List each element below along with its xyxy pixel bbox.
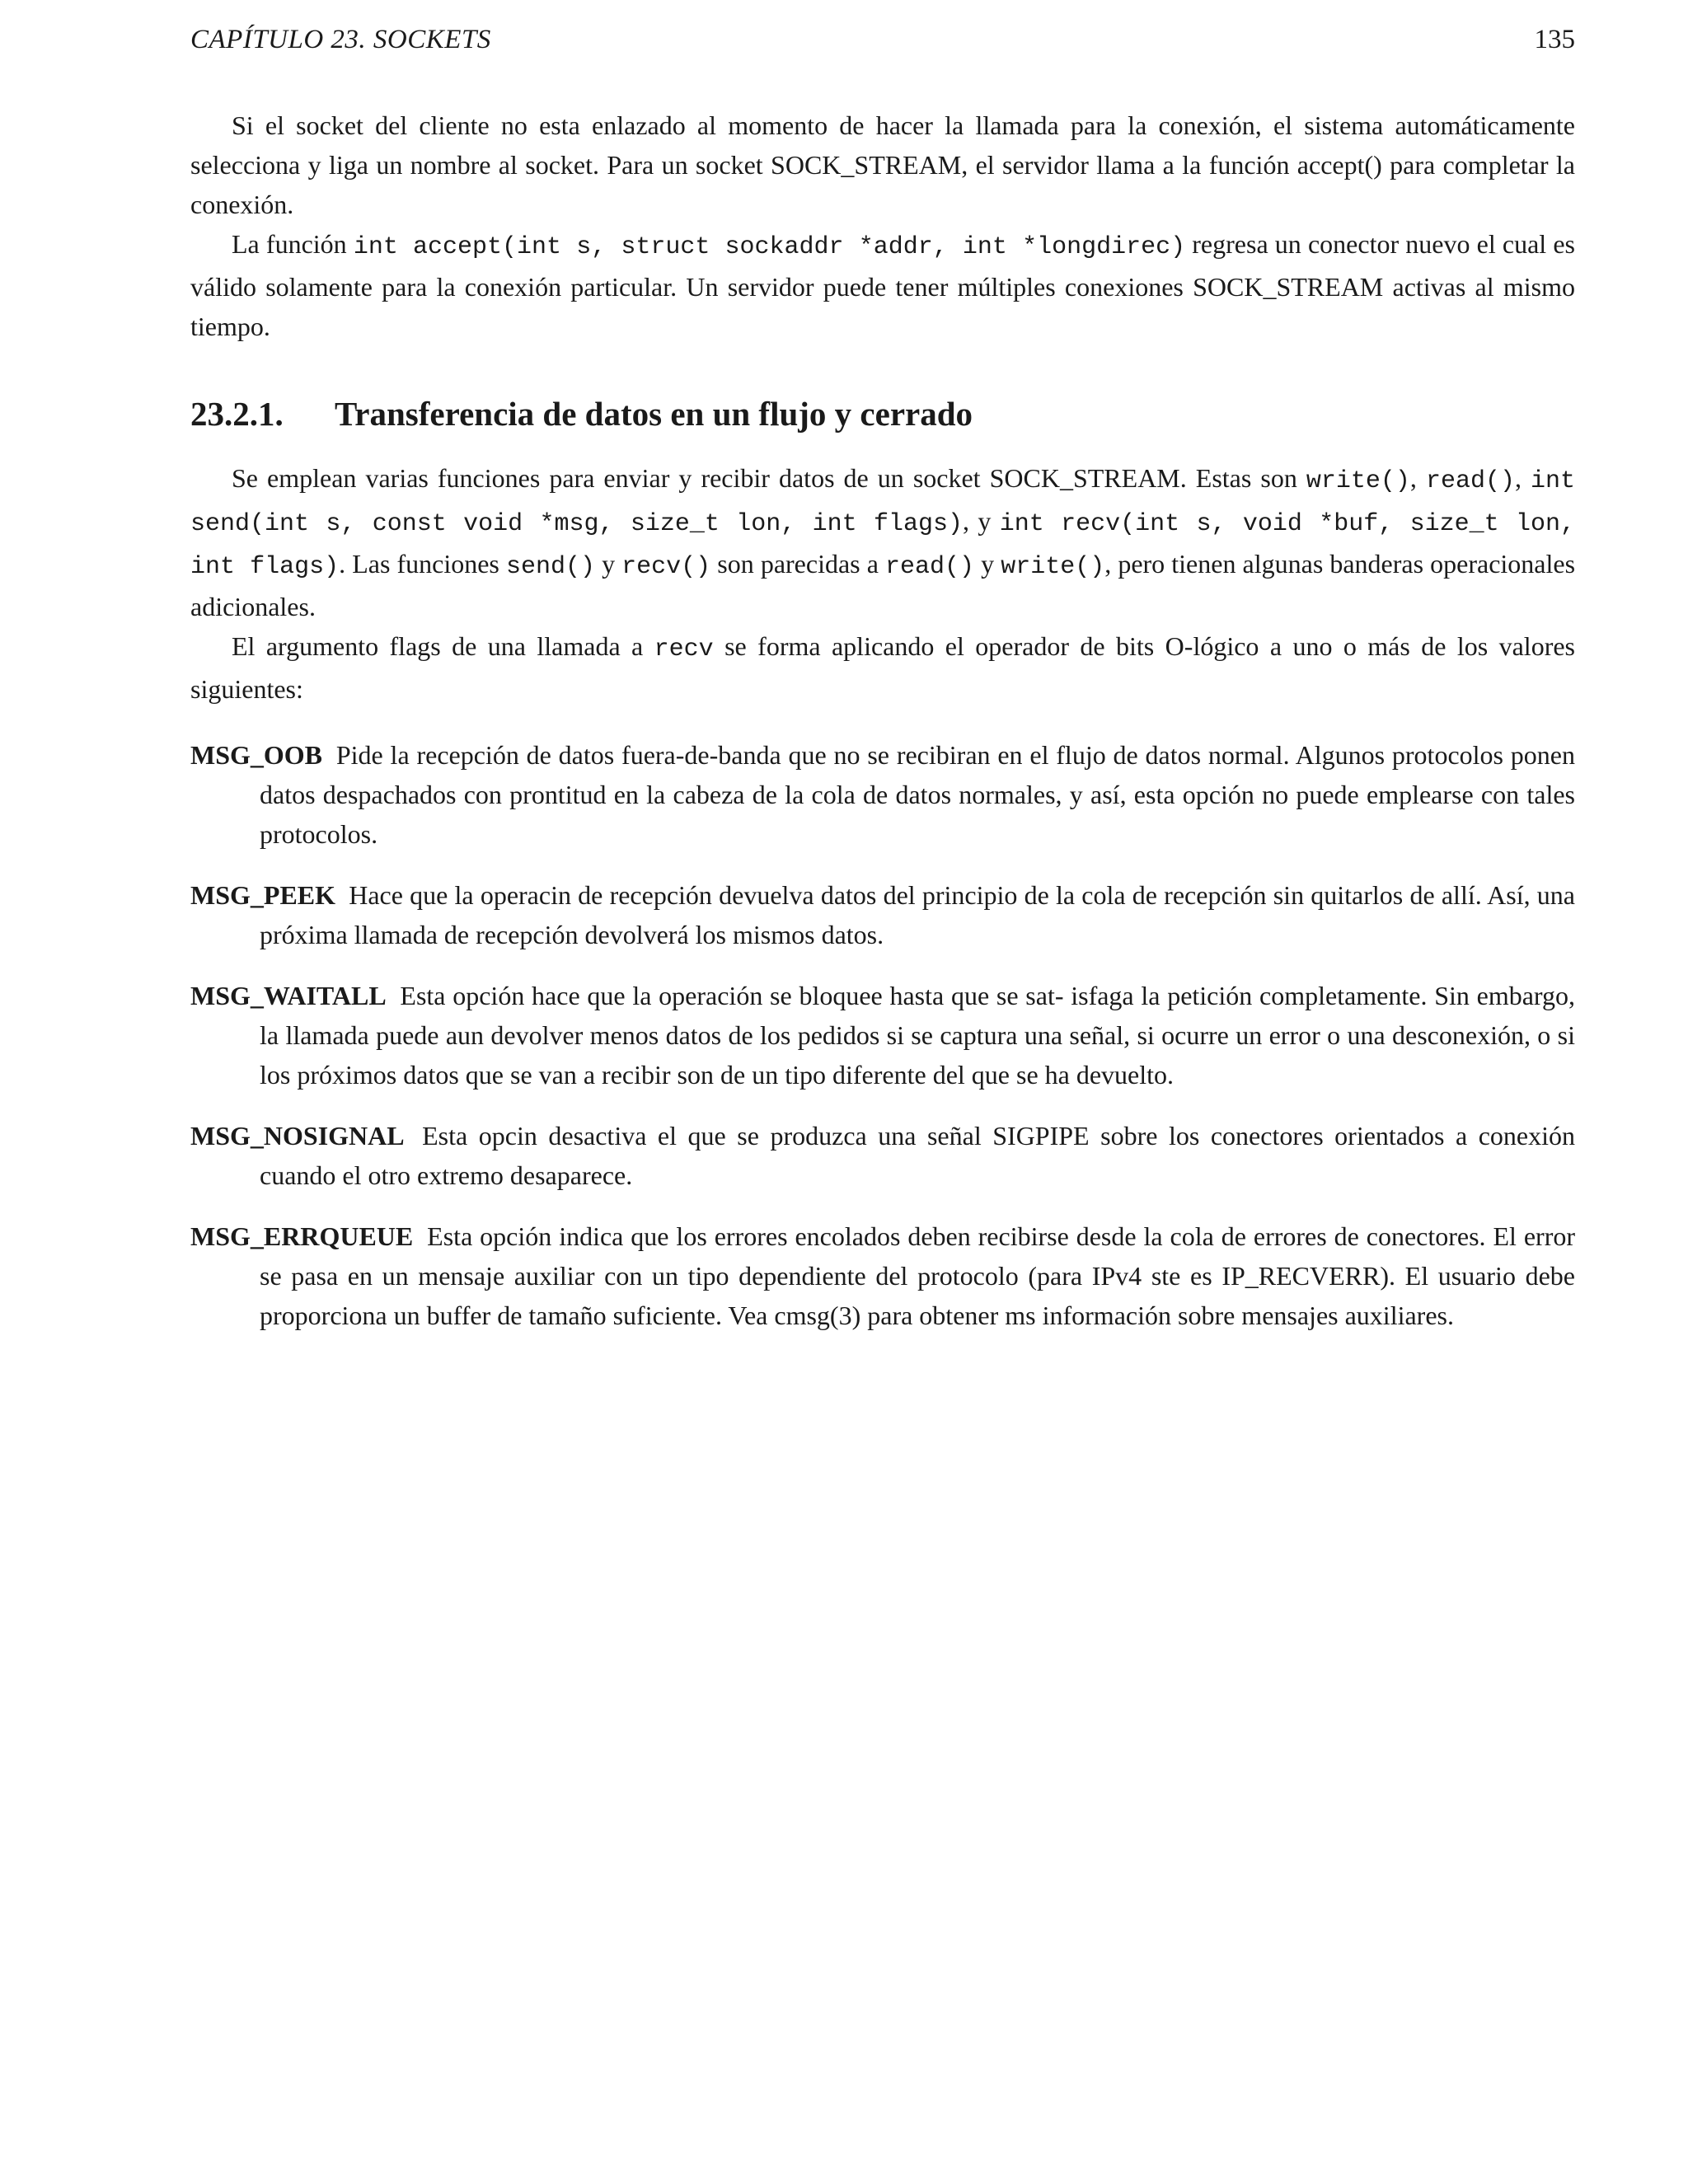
- flag-term: MSG_OOB: [190, 740, 323, 770]
- flag-description: Esta opcin desactiva el que se produzca una señal SIGPIPE sobre los conectores orientados a conexión cuando el otro extremo desaparece.: [260, 1121, 1576, 1190]
- code-recv: recv(): [621, 553, 711, 581]
- flag-description: Esta opción hace que la operación se bloquee hasta que se sat- isfaga la petición completamente. Sin embargo, la llamada puede aun devolver menos datos de los pedidos si se captura una señal, si ocurre un error o una desconexión, o si los próximos datos que se van a recibir son de un tipo diferente del que se ha devuelto.: [260, 981, 1576, 1090]
- flag-definition: [190, 1216, 1575, 1335]
- code-recv: recv: [654, 635, 714, 663]
- paragraph-text: , y: [963, 506, 1000, 536]
- paragraph-text: Se emplean varias funciones para enviar y recibir datos de un socket SOCK_STREAM. Estas son: [232, 463, 1306, 493]
- paragraph-text: se forma aplicando el operador de bits O-lógico a uno o más de los valores siguientes:: [190, 631, 1576, 704]
- paragraph-text: ,: [1514, 463, 1531, 493]
- page-number: 135: [1534, 25, 1575, 54]
- paragraph-text: La función: [232, 229, 354, 259]
- flag-definition: [190, 976, 1575, 1094]
- running-header: [190, 25, 1575, 63]
- flag-term: MSG_ERRQUEUE: [190, 1221, 414, 1251]
- paragraph-text: y: [595, 549, 622, 579]
- paragraph-text: El argumento flags de una llamada a: [232, 631, 654, 661]
- flag-definition-list: [190, 735, 1575, 1335]
- flag-definition: [190, 735, 1575, 854]
- paragraph-text: . Las funciones: [339, 549, 506, 579]
- flag-definition: [190, 1116, 1575, 1195]
- paragraph-functions: [190, 458, 1575, 626]
- paragraph-text: ,: [1409, 463, 1426, 493]
- code-send: send(): [505, 553, 595, 581]
- code-write: write(): [1306, 467, 1410, 495]
- flag-term: MSG_PEEK: [190, 880, 336, 910]
- flag-term: MSG_NOSIGNAL: [190, 1121, 405, 1151]
- document-page: [190, 25, 1575, 1357]
- paragraph-text: , pero tienen algunas banderas operacionales adicionales.: [190, 549, 1576, 621]
- code-accept-signature: int accept(int s, struct sockaddr *addr, int *longdirec): [353, 233, 1186, 261]
- flag-definition: [190, 875, 1575, 954]
- paragraph-text: y: [974, 549, 1001, 579]
- code-read: read(): [1425, 467, 1515, 495]
- paragraph-flags-intro: [190, 626, 1575, 709]
- code-write: write(): [1001, 553, 1105, 581]
- section-heading: [190, 392, 1575, 435]
- chapter-title: CAPÍTULO 23. SOCKETS: [190, 25, 491, 54]
- code-send-signature: int send(int s, const void *msg, size_t lon, int flags): [190, 467, 1576, 538]
- flag-term: MSG_WAITALL: [190, 981, 387, 1010]
- paragraph-intro-2: [190, 224, 1575, 346]
- flag-description: Esta opción indica que los errores encolados deben recibirse desde la cola de errores de conectores. El error se pasa en un mensaje auxiliar con un tipo dependiente del protocolo (para IPv4 ste es IP_RECVERR). El usuario debe proporciona un buffer de tamaño suficiente. Vea cmsg(3) para obtener ms información sobre mensajes auxiliares.: [260, 1221, 1576, 1330]
- flag-description: Hace que la operacin de recepción devuelva datos del principio de la cola de recepción sin quitarlos de allí. Así, una próxima llamada de recepción devolverá los mismos datos.: [260, 880, 1576, 949]
- section-title: Transferencia de datos en un flujo y cerrado: [335, 395, 973, 433]
- paragraph-intro-1: Si el socket del cliente no esta enlazado al momento de hacer la llamada para la conexión, el sistema automáticamente selecciona y liga un nombre al socket. Para un socket SOCK_STREAM, el servidor llama a la función accept() para completar la conexión.: [190, 110, 1575, 219]
- paragraph-text: regresa un conector nuevo el cual es válido solamente para la conexión particular. Un servidor puede tener múltiples conexiones SOCK_STREAM activas al mismo tiempo.: [190, 229, 1576, 341]
- document-body: [190, 105, 1575, 1335]
- code-recv-signature: int recv(int s, void *buf, size_t lon, int flags): [190, 510, 1575, 581]
- flag-description: Pide la recepción de datos fuera-de-banda que no se recibiran en el flujo de datos normal. Algunos protocolos ponen datos despachados con prontitud en la cabeza de la cola de datos normales, y así, esta opción no puede emplearse con tales protocolos.: [260, 740, 1576, 849]
- code-read: read(): [885, 553, 975, 581]
- section-number: 23.2.1.: [190, 395, 284, 433]
- paragraph-text: son parecidas a: [710, 549, 885, 579]
